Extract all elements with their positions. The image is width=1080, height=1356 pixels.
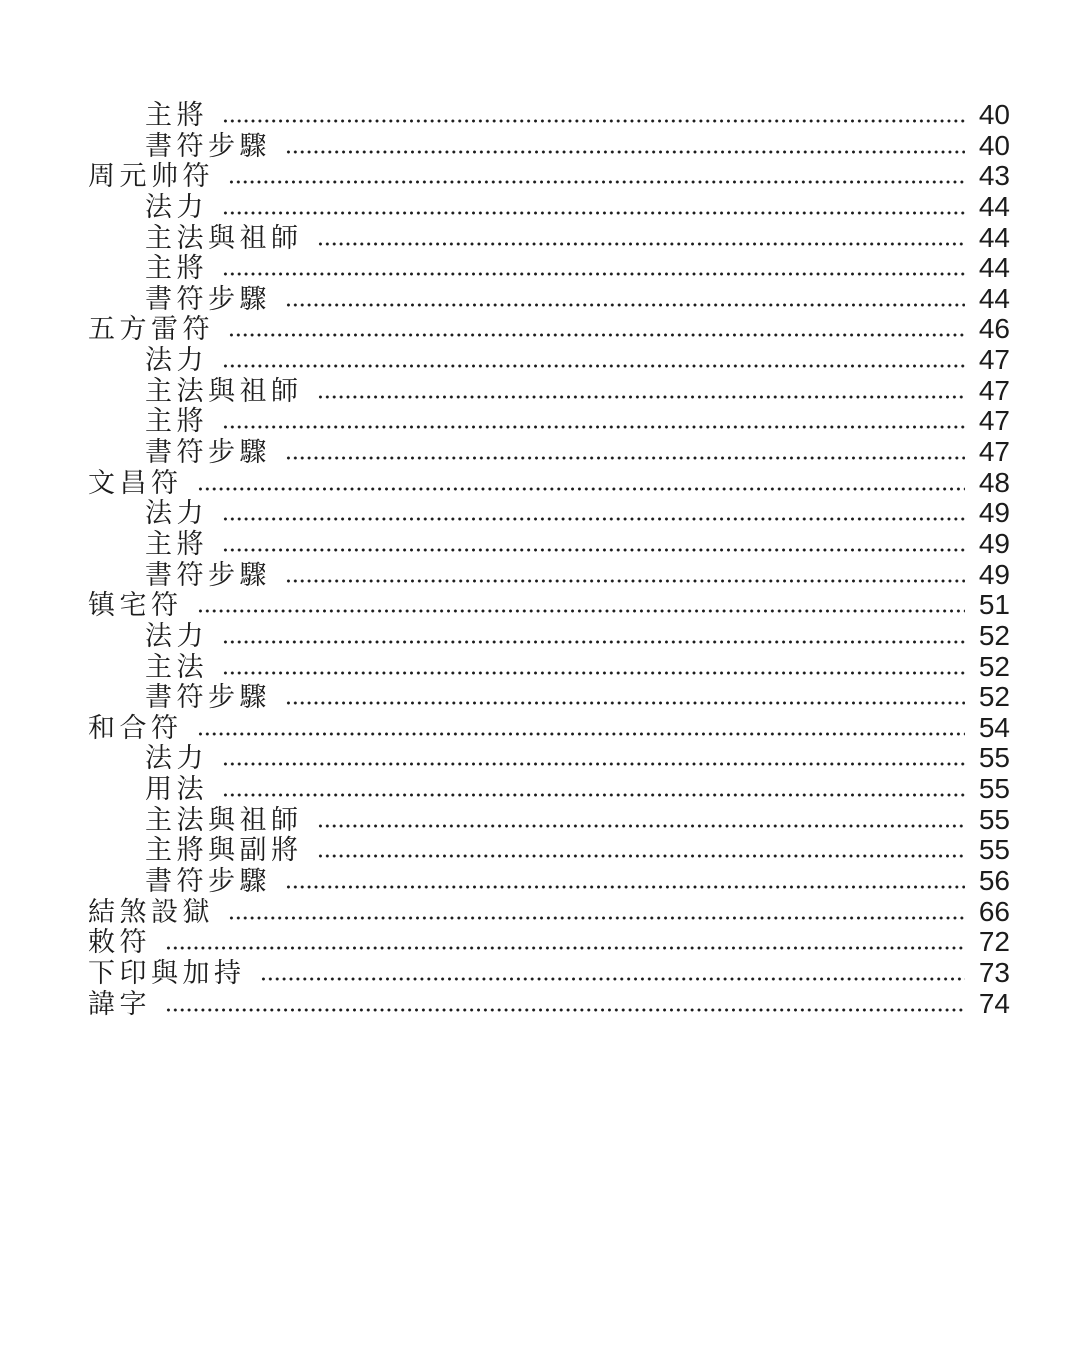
toc-entry bbox=[88, 828, 1010, 866]
toc-entry-title: 和合符 bbox=[88, 712, 183, 743]
toc-entry bbox=[88, 859, 1010, 897]
toc-entry bbox=[88, 736, 1010, 774]
dot-leader bbox=[228, 915, 965, 921]
dot-leader bbox=[222, 761, 965, 767]
dot-leader bbox=[285, 884, 965, 890]
toc-entry bbox=[88, 124, 1010, 161]
toc-entry-page: 49 bbox=[978, 497, 1010, 529]
toc-entry bbox=[88, 614, 1010, 651]
toc-entry-page: 48 bbox=[978, 466, 1010, 498]
toc-entry bbox=[88, 522, 1010, 559]
toc-entry-title: 主法 bbox=[145, 651, 208, 682]
toc-entry-title: 主將 bbox=[145, 253, 208, 284]
toc-entry-title: 結煞設獄 bbox=[88, 896, 214, 927]
toc-entry-page: 49 bbox=[978, 527, 1010, 559]
dot-leader bbox=[222, 639, 965, 645]
toc-entry-page: 44 bbox=[978, 190, 1010, 222]
toc-entry-title: 主將 bbox=[145, 406, 208, 437]
toc-entry bbox=[88, 675, 1010, 713]
dot-leader bbox=[165, 945, 965, 951]
toc-entry-page: 46 bbox=[978, 313, 1010, 345]
toc-entry-page: 51 bbox=[978, 589, 1010, 621]
toc-entry-page: 47 bbox=[978, 344, 1010, 376]
dot-leader bbox=[165, 1007, 965, 1013]
toc-entry-page: 40 bbox=[978, 129, 1010, 161]
toc-entry-page: 52 bbox=[978, 619, 1010, 651]
toc-entry-page: 72 bbox=[978, 926, 1010, 958]
toc-entry bbox=[88, 369, 1010, 406]
toc-entry-title: 主法與祖師 bbox=[145, 375, 303, 406]
toc-entry-page: 44 bbox=[978, 252, 1010, 284]
dot-leader bbox=[222, 118, 965, 124]
toc-entry-title: 主法與祖師 bbox=[145, 222, 303, 253]
toc-entry bbox=[88, 798, 1010, 835]
dot-leader bbox=[260, 976, 966, 982]
dot-leader bbox=[222, 516, 965, 522]
toc-entry-title: 書符步驟 bbox=[145, 437, 271, 468]
dot-leader bbox=[222, 670, 965, 676]
dot-leader bbox=[222, 792, 965, 798]
dot-leader bbox=[285, 578, 965, 584]
dot-leader bbox=[285, 700, 965, 706]
toc-entry-page: 43 bbox=[978, 160, 1010, 192]
toc-entry-page: 44 bbox=[978, 221, 1010, 253]
toc-entry-page: 44 bbox=[978, 282, 1010, 314]
toc-entry bbox=[88, 430, 1010, 468]
dot-leader bbox=[285, 455, 965, 461]
dot-leader bbox=[317, 241, 966, 247]
toc-entry-page: 49 bbox=[978, 558, 1010, 590]
dot-leader bbox=[317, 394, 966, 400]
toc-entry-page: 47 bbox=[978, 436, 1010, 468]
toc-entry bbox=[88, 767, 1010, 805]
table-of-contents bbox=[88, 93, 1010, 1019]
dot-leader bbox=[197, 731, 966, 737]
toc-entry-page: 55 bbox=[978, 773, 1010, 805]
toc-entry-page: 40 bbox=[978, 99, 1010, 130]
toc-entry-page: 55 bbox=[978, 834, 1010, 866]
toc-entry bbox=[88, 553, 1010, 590]
toc-entry-title: 文昌符 bbox=[88, 467, 183, 498]
toc-entry-page: 74 bbox=[978, 987, 1010, 1019]
toc-entry-title: 書符步驟 bbox=[145, 130, 271, 161]
dot-leader bbox=[222, 210, 965, 216]
toc-entry-title: 五方雷符 bbox=[88, 314, 214, 345]
toc-entry-title: 法力 bbox=[145, 620, 208, 651]
dot-leader bbox=[285, 302, 965, 308]
toc-entry-title: 主將 bbox=[145, 100, 208, 130]
dot-leader bbox=[317, 853, 966, 859]
toc-entry-page: 52 bbox=[978, 681, 1010, 713]
dot-leader bbox=[197, 608, 966, 614]
toc-entry-title: 用法 bbox=[145, 774, 208, 805]
toc-entry-page: 55 bbox=[978, 803, 1010, 835]
toc-entry-page: 52 bbox=[978, 650, 1010, 682]
dot-leader bbox=[317, 823, 966, 829]
toc-entry-title: 書符步驟 bbox=[145, 559, 271, 590]
toc-entry-page: 66 bbox=[978, 895, 1010, 927]
toc-entry-title: 法力 bbox=[145, 191, 208, 222]
toc-entry-page: 55 bbox=[978, 742, 1010, 774]
toc-entry bbox=[88, 338, 1010, 376]
toc-entry bbox=[88, 491, 1010, 529]
toc-entry bbox=[88, 277, 1010, 314]
dot-leader bbox=[222, 363, 965, 369]
toc-entry bbox=[88, 93, 1010, 130]
toc-entry-page: 54 bbox=[978, 711, 1010, 743]
toc-entry bbox=[88, 185, 1010, 222]
toc-entry-page: 73 bbox=[978, 956, 1010, 988]
dot-leader bbox=[285, 149, 965, 155]
toc-entry-title: 下印與加持 bbox=[88, 957, 246, 988]
dot-leader bbox=[228, 332, 965, 338]
toc-entry-title: 諱字 bbox=[88, 988, 151, 1019]
toc-entry-page: 56 bbox=[978, 865, 1010, 897]
toc-entry-title: 镇宅符 bbox=[88, 590, 183, 621]
toc-entry-title: 主將與副將 bbox=[145, 835, 303, 866]
toc-entry-title: 主將 bbox=[145, 528, 208, 559]
toc-entry-title: 法力 bbox=[145, 743, 208, 774]
toc-entry bbox=[88, 951, 1010, 988]
toc-entry-title: 法力 bbox=[145, 345, 208, 376]
toc-entry-page: 47 bbox=[978, 405, 1010, 437]
toc-entry-title: 主法與祖師 bbox=[145, 804, 303, 835]
toc-entry-title: 書符步驟 bbox=[145, 283, 271, 314]
dot-leader bbox=[222, 424, 965, 430]
toc-entry-title: 書符步驟 bbox=[145, 682, 271, 713]
dot-leader bbox=[228, 179, 965, 185]
toc-entry bbox=[88, 216, 1010, 253]
toc-entry bbox=[88, 645, 1010, 682]
dot-leader bbox=[222, 271, 965, 277]
toc-entry-title: 書符步驟 bbox=[145, 866, 271, 897]
dot-leader bbox=[197, 486, 966, 492]
toc-entry bbox=[88, 920, 1010, 958]
toc-entry-title: 周元帅符 bbox=[88, 161, 214, 192]
toc-entry-page: 47 bbox=[978, 374, 1010, 406]
dot-leader bbox=[222, 547, 965, 553]
toc-entry-title: 法力 bbox=[145, 498, 208, 529]
toc-entry-title: 敕符 bbox=[88, 927, 151, 958]
